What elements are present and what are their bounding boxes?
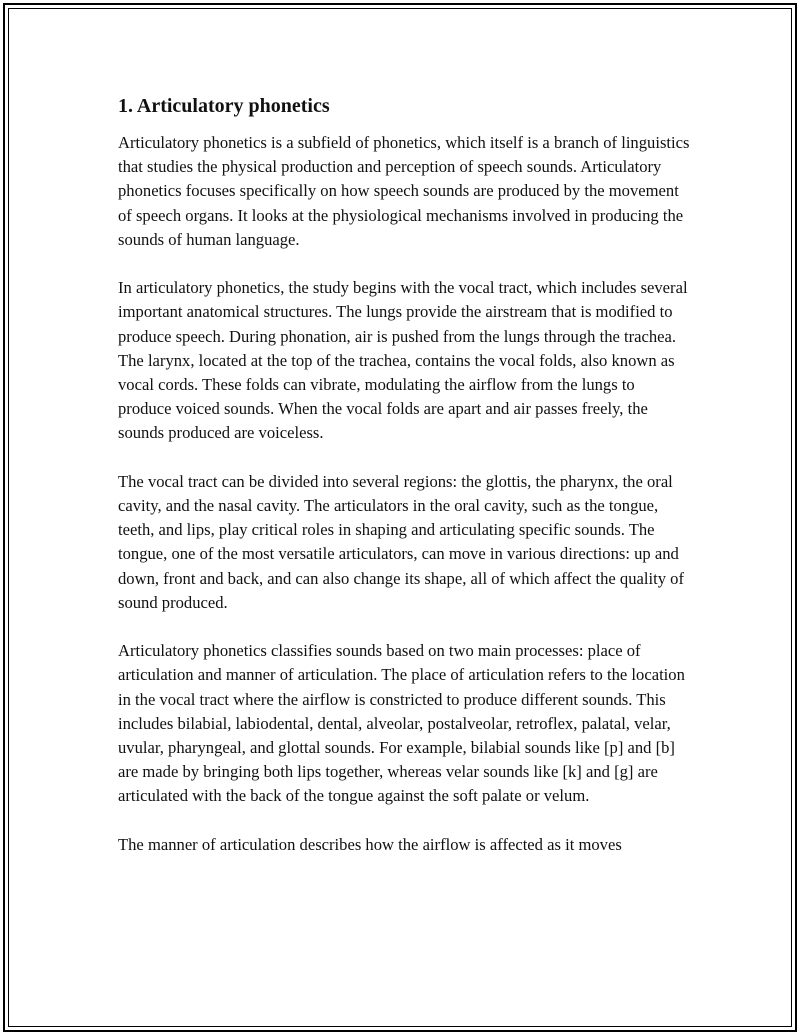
- paragraph-4: Articulatory phonetics classifies sounds based on two main processes: place of articulation and manner of articulation. The place of articulation refers to the location in the vocal tract where the airflow is constricted to produce different sounds. This includes bilabial, labiodental, dental, alveolar, postalveolar, retroflex, palatal, velar, uvular, pharyngeal, and glottal sounds. For example, bilabial sounds like [p] and [b] are made by bringing both lips together, whereas velar sounds like [k] and [g] are articulated with the back of the tongue against the soft palate or velum.: [118, 641, 685, 806]
- paragraph-1: Articulatory phonetics is a subfield of phonetics, which itself is a branch of linguistics that studies the physical production and perception of speech sounds. Articulatory phonetics focuses specifically on how speech sounds are produced by the movement of speech organs. It looks at the physiological mechanisms involved in producing the sounds of human language.: [118, 133, 690, 249]
- section-heading: 1. Articulatory phonetics: [118, 95, 330, 117]
- paragraph-2: In articulatory phonetics, the study begins with the vocal tract, which includes several important anatomical structures. The lungs provide the airstream that is modified to produce speech. During phonation, air is pushed from the lungs through the trachea. The larynx, located at the top of the trachea, contains the vocal folds, also known as vocal cords. These folds can vibrate, modulating the airflow from the lungs to produce voiced sounds. When the vocal folds are apart and air passes freely, the sounds produced are voiceless.: [118, 278, 688, 443]
- paragraph-3: The vocal tract can be divided into several regions: the glottis, the pharynx, the oral cavity, and the nasal cavity. The articulators in the oral cavity, such as the tongue, teeth, and lips, play critical roles in shaping and articulating specific sounds. The tongue, one of the most versatile articulators, can move in various directions: up and down, front and back, and can also change its shape, all of which affect the quality of sound produced.: [118, 471, 684, 612]
- paragraph-5: The manner of articulation describes how the airflow is affected as it moves: [118, 834, 622, 854]
- document-body: [118, 93, 690, 881]
